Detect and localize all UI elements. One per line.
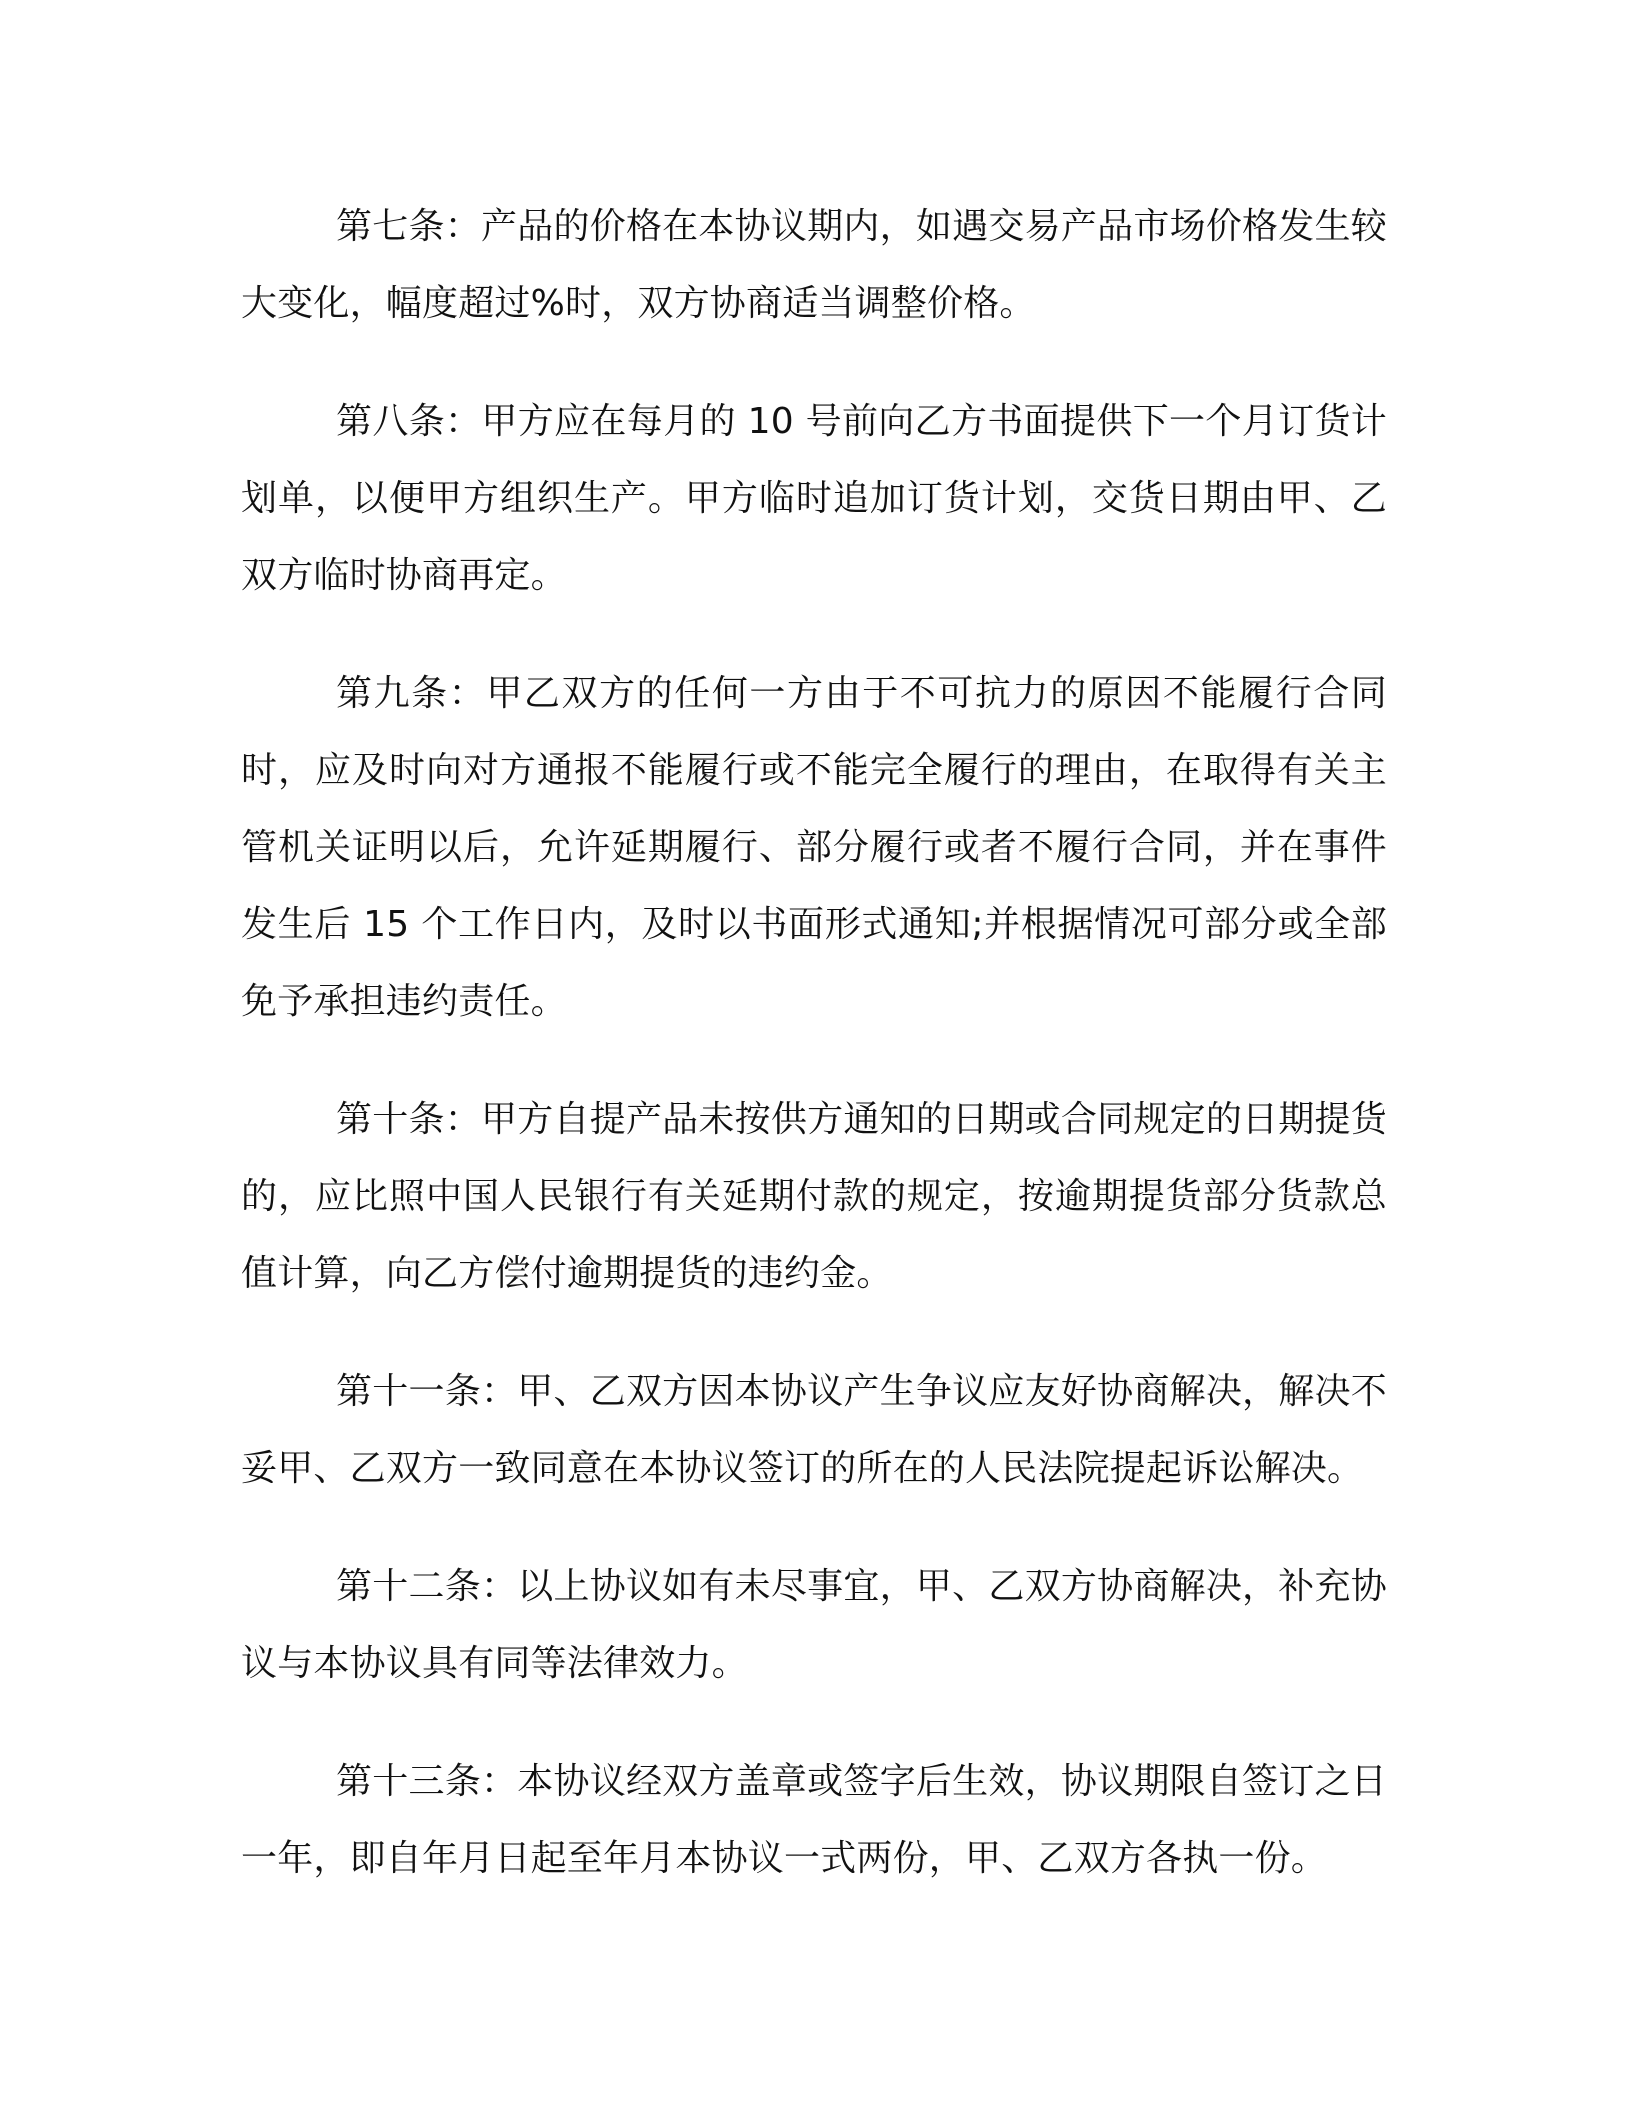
clause-12: 第十二条：以上协议如有未尽事宜，甲、乙双方协商解决，补充协议与本协议具有同等法律效力。 [241, 1566, 1387, 1684]
clause-9: 第九条：甲乙双方的任何一方由于不可抗力的原因不能履行合同时，应及时向对方通报不能履行或不能完全履行的理由，在取得有关主管机关证明以后，允许延期履行、部分履行或者不履行合同，并在事件发生后 15 个工作日内，及时以书面形式通知;并根据情况可部分或全部免予承担违约责任。 [241, 673, 1387, 1022]
clause-8: 第八条：甲方应在每月的 10 号前向乙方书面提供下一个月订货计划单，以便甲方组织生产。甲方临时追加订货计划，交货日期由甲、乙双方临时协商再定。 [241, 401, 1387, 596]
document-body [241, 188, 1387, 1938]
clause-11: 第十一条：甲、乙双方因本协议产生争议应友好协商解决，解决不妥甲、乙双方一致同意在本协议签订的所在的人民法院提起诉讼解决。 [241, 1371, 1387, 1489]
clause-10: 第十条：甲方自提产品未按供方通知的日期或合同规定的日期提货的，应比照中国人民银行有关延期付款的规定，按逾期提货部分货款总值计算，向乙方偿付逾期提货的违约金。 [241, 1099, 1387, 1294]
clause-7: 第七条：产品的价格在本协议期内，如遇交易产品市场价格发生较大变化，幅度超过%时，双方协商适当调整价格。 [241, 206, 1387, 324]
clause-13: 第十三条：本协议经双方盖章或签字后生效，协议期限自签订之日一年，即自年月日起至年月本协议一式两份，甲、乙双方各执一份。 [241, 1761, 1387, 1879]
